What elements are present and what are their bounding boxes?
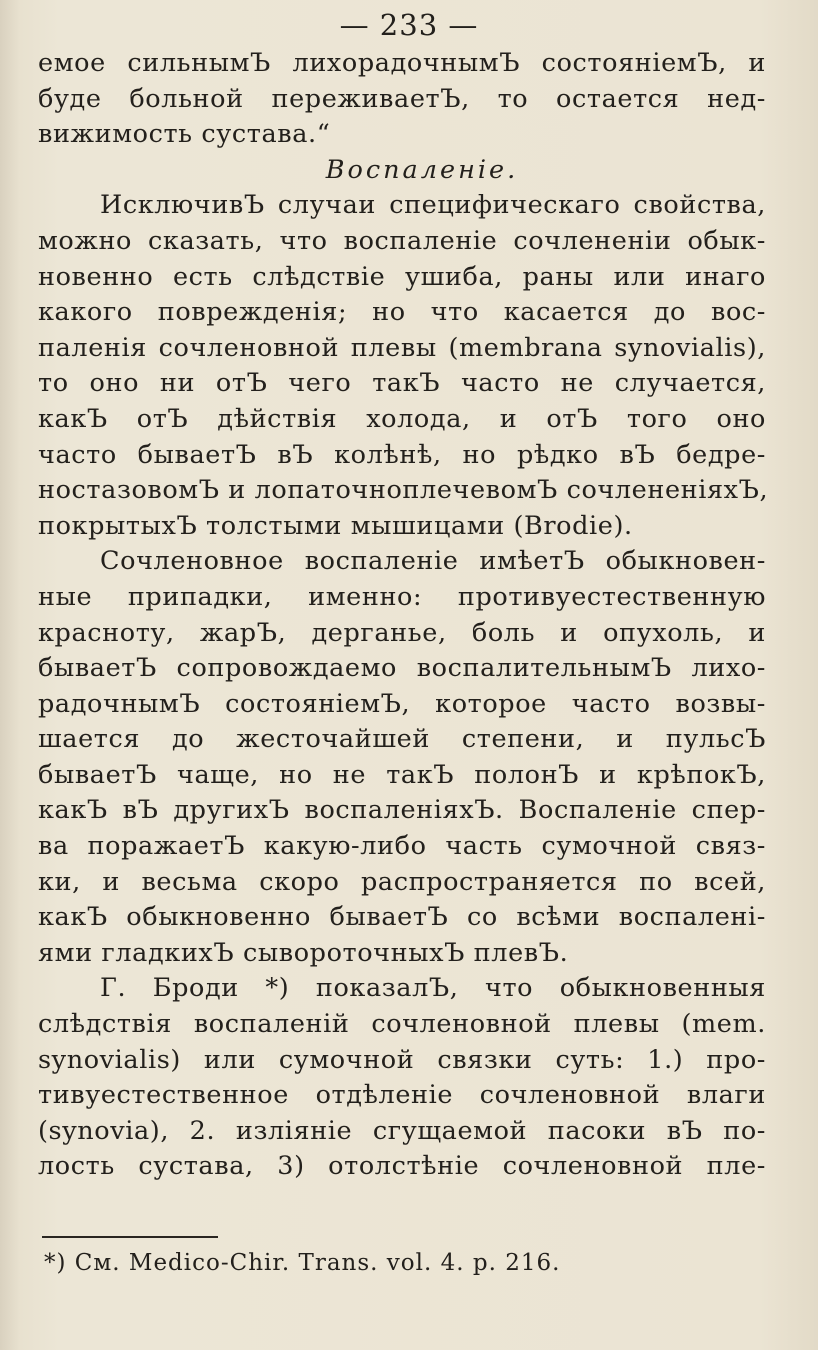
text-line: ями гладкихЪ сывороточныхЪ плевЪ. [38,937,569,968]
text-line: лость сустава, 3) отолстѣніе сочленовной пле- [38,1151,766,1182]
paragraph-first-line: ИсключивЪ случаи специфическаго свойства, [100,190,766,221]
text-line: бываетЪ чаще, но не такЪ полонЪ и крѣпокЪ, [38,759,766,790]
text-line: новенно есть слѣдствіе ушиба, раны или инаго [38,261,766,292]
section-heading: Воспаленіе. [325,154,519,185]
text-line: красноту, жарЪ, дерганье, боль и опухоль, и [38,617,766,648]
text-line: вижимость сустава.“ [38,119,331,150]
text-line: (synovia), 2. изліяніе сгущаемой пасоки вЪ по- [38,1115,766,1146]
footnote: *) См. Medico-Chir. Trans. vol. 4. p. 216. [44,1250,561,1276]
text-line: то оно ни отЪ чего такЪ часто не случается, [38,368,766,399]
text-line: synovialis) или сумочной связки суть: 1.) про- [38,1044,766,1075]
text-line: тивуестественное отдѣленіе сочленовной влаги [38,1080,766,1111]
paragraph-first-line: Г. Броди *) показалЪ, что обыкновенныя [100,973,766,1004]
text-line: можно сказать, что воспаленіе сочлененіи обык- [38,225,766,256]
text-line: ностазовомЪ и лопаточноплечевомЪ сочлененіяхЪ, [38,475,769,506]
text-line: бываетЪ сопровождаемо воспалительнымЪ лихо- [38,653,766,684]
text-line: ва поражаетЪ какую-либо часть сумочной связ- [38,831,766,862]
paragraph-first-line: Сочленовное воспаленіе имѣетЪ обыкновен- [100,546,766,577]
text-line: радочнымЪ состояніемЪ, которое часто возвы- [38,688,766,719]
text-line: слѣдствія воспаленій сочленовной плевы (mem. [38,1009,766,1040]
text-line: ки, и весьма скоро распространяется по всей, [38,866,766,897]
text-line: покрытыхЪ толстыми мышицами (Brodie). [38,510,633,541]
text-line: шается до жесточайшей степени, и пульсЪ [38,724,766,755]
text-line: ные припадки, именно: противуестественную [38,581,766,612]
text-line: какЪ вЪ другихЪ воспаленіяхЪ. Воспаленіе спер- [38,795,766,826]
text-line: буде больной переживаетЪ, то остается нед- [38,83,766,114]
text-line: часто бываетЪ вЪ колѣнѣ, но рѣдко вЪ бедре- [38,439,766,470]
body-text [38,46,769,1185]
text-line: какЪ обыкновенно бываетЪ со всѣми воспалені- [38,902,766,933]
text-line: емое сильнымЪ лихорадочнымЪ состояніемЪ, и [38,48,766,78]
text-line: паленія сочленовной плевы (membrana synovialis), [38,332,766,363]
text-line: какЪ отЪ дѣйствія холода, и отЪ того оно [38,403,766,434]
footnote-divider [42,1236,218,1238]
page-number: — 233 — [339,8,479,42]
text-line: какого поврежденія; но что касается до вос- [38,297,766,328]
